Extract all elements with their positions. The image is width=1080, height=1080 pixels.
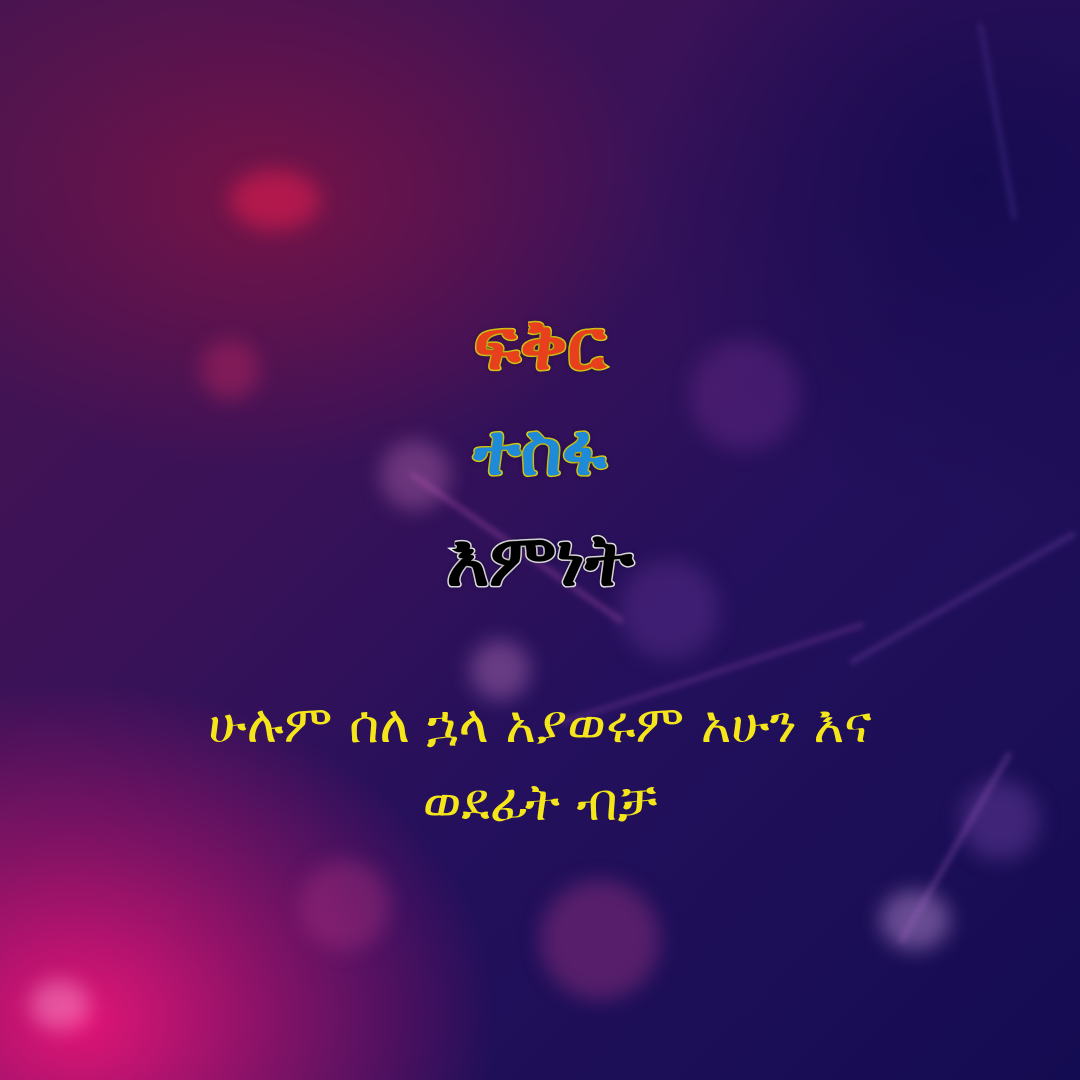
headline-word-love: ፍቅር — [473, 304, 607, 386]
bokeh-light — [30, 980, 90, 1030]
quote-line-1: ሁሉም ሰለ ኋላ አያወሩም አሁን እና — [208, 695, 872, 755]
quote-line-2: ወደፊት ብቻ — [422, 773, 658, 833]
bokeh-light — [300, 860, 390, 950]
headline-word-faith: እምነት — [446, 518, 634, 602]
headline-word-hope: ተስፋ — [473, 409, 607, 491]
bokeh-light — [880, 890, 950, 950]
bokeh-light — [540, 880, 660, 1000]
light-streak — [977, 22, 1018, 220]
bokeh-light — [230, 170, 320, 230]
